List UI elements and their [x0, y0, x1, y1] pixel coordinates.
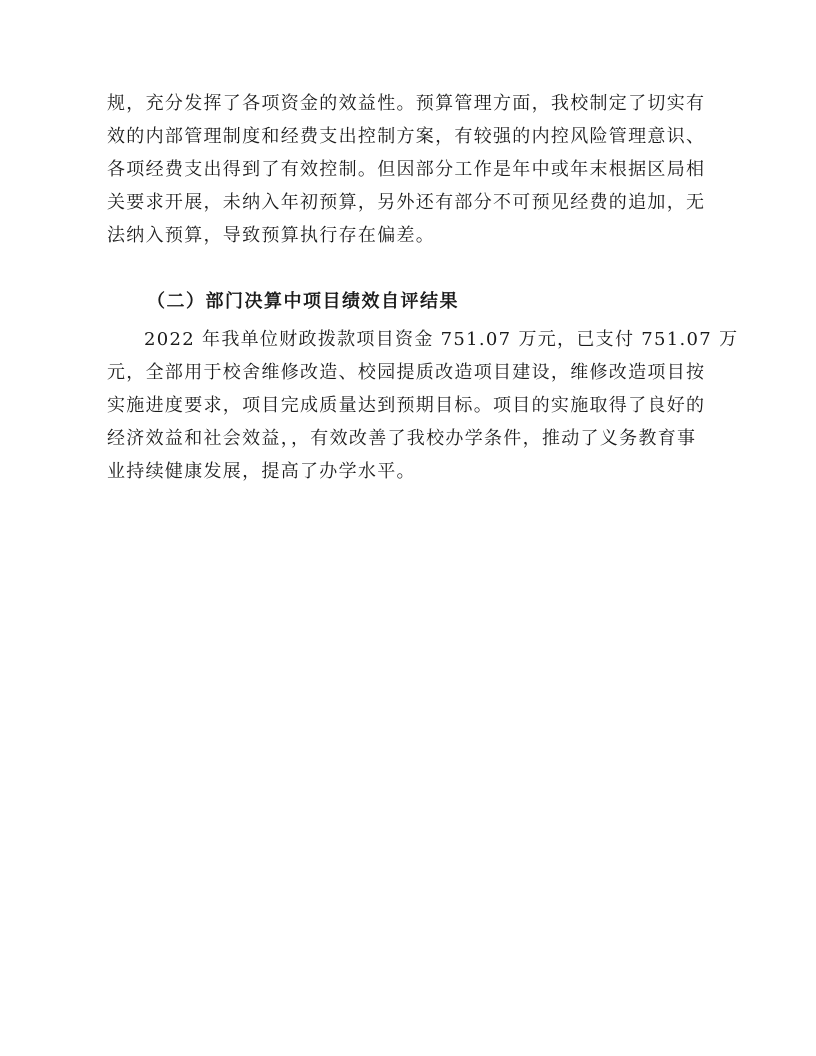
text-line: 关要求开展，未纳入年初预算，另外还有部分不可预见经费的追加，无 [107, 192, 706, 213]
text-line: 法纳入预算，导致预算执行存在偏差。 [107, 225, 436, 246]
text-line: 经济效益和社会效益，，有效改善了我校办学条件，推动了义务教育事 [107, 428, 697, 449]
text-line: 实施进度要求，项目完成质量达到预期目标。项目的实施取得了良好的 [107, 395, 706, 416]
text-line: 效的内部管理制度和经费支出控制方案，有较强的内控风险管理意识、 [107, 126, 706, 147]
text-line: 规，充分发挥了各项资金的效益性。预算管理方面，我校制定了切实有 [107, 93, 706, 114]
text-line: 业持续健康发展，提高了办学水平。 [107, 461, 416, 482]
paragraph-budget-management [107, 87, 715, 252]
text-line: 元，全部用于校舍维修改造、校园提质改造项目建设，维修改造项目按 [107, 362, 706, 383]
text-line: 各项经费支出得到了有效控制。但因部分工作是年中或年末根据区局相 [107, 159, 706, 180]
section-heading: （二）部门决算中项目绩效自评结果 [147, 291, 459, 312]
text-line: 2022 年我单位财政拨款项目资金 751.07 万元，已支付 751.07 万 [144, 329, 739, 350]
paragraph-project-evaluation [107, 323, 739, 488]
